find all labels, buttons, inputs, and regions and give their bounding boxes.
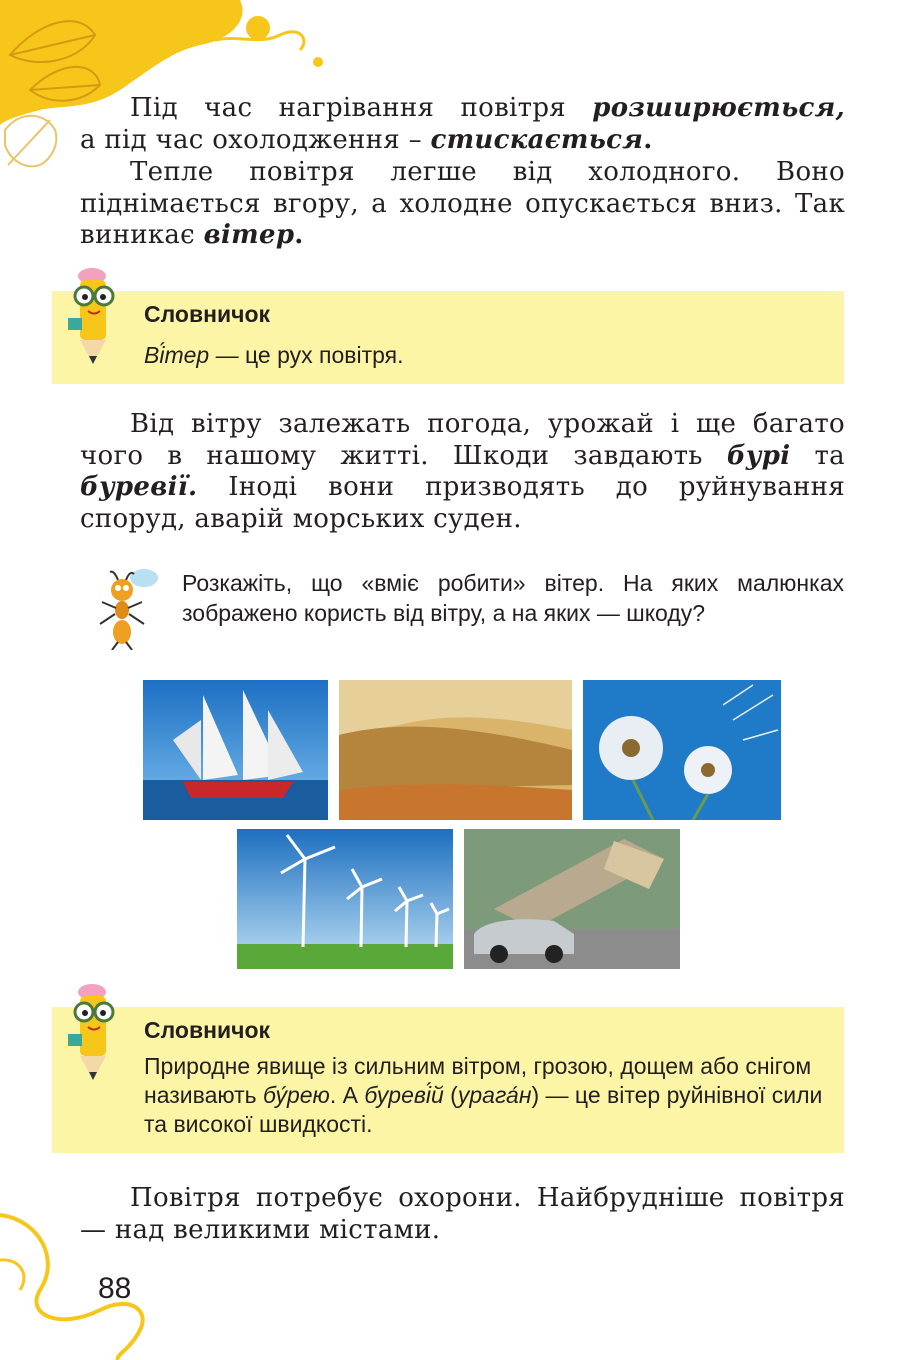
glossary-text: — це рух повітря. (209, 342, 404, 368)
glossary-text: . А (329, 1082, 365, 1108)
photo-fallen-tree (464, 829, 680, 969)
paragraph-warm-air (80, 157, 845, 252)
photo-sand-storm (339, 680, 572, 820)
paragraph-text: та (790, 440, 845, 471)
punctuation: . (294, 220, 304, 250)
glossary-term: Ві́тер (144, 342, 210, 368)
glossary-definition (144, 341, 834, 370)
pencil-mascot-icon (62, 982, 132, 1088)
paragraph-text: Тепле повітря легше від холодного. Воно піднімається вгору, а холодне опускається вниз. Так виникає (80, 157, 845, 250)
photo-wind-turbines (237, 829, 453, 969)
term-wind: вітер (203, 220, 295, 250)
glossary-box-storm (52, 1007, 844, 1153)
pencil-mascot-icon (62, 266, 132, 372)
glossary-title: Словничок (144, 301, 271, 327)
page-number: 88 (98, 1272, 132, 1305)
glossary-term: бурeві́й (364, 1082, 444, 1108)
paragraph-text: Під час нагрівання повітря (130, 93, 593, 123)
term-expands: розширюється, (592, 93, 845, 123)
task-question: Розкажіть, що «вміє робити» вітер. На яких малюнках зображено користь від вітру, а на яких — шкоду? (182, 570, 844, 626)
paragraph-air-expansion (80, 93, 845, 156)
glossary-term: урага́н (457, 1082, 532, 1108)
glossary-text: ( (443, 1082, 458, 1108)
term-hurricanes: буревії. (80, 472, 198, 502)
glossary-term: бу́рею (263, 1082, 330, 1108)
glossary-text: ) — це вітер руйнівної сили та високої швидкості. (144, 1082, 823, 1137)
paragraph-text: Іноді вони призводять до руйнування споруд, аварій морських суден. (80, 472, 845, 534)
photo-sailing-ship (143, 680, 328, 820)
swirl-ornament (0, 1200, 170, 1360)
term-contracts: стискається (430, 124, 644, 155)
glossary-title: Словничок (144, 1017, 271, 1043)
paragraph-text: Від вітру залежать погода, урожай і ще багато чого в нашому житті. Шкоди завдають (80, 409, 845, 471)
term-storms: бурі (726, 440, 791, 471)
glossary-text: Природне явище із сильним вітром, грозою, дощем або снігом називають (144, 1053, 812, 1108)
paragraph-text: Повітря потребує охорони. Найбрудніше повітря — над великими містами. (80, 1183, 845, 1245)
punctuation: . (643, 124, 653, 155)
paragraph-wind-effects (80, 409, 845, 535)
paragraph-text: а під час охолодження – (80, 124, 431, 155)
paragraph-air-protection (80, 1183, 845, 1246)
ant-mascot-icon (92, 568, 162, 650)
glossary-definition (144, 1052, 834, 1139)
photo-dandelion (583, 680, 781, 820)
glossary-box-wind (52, 291, 844, 384)
